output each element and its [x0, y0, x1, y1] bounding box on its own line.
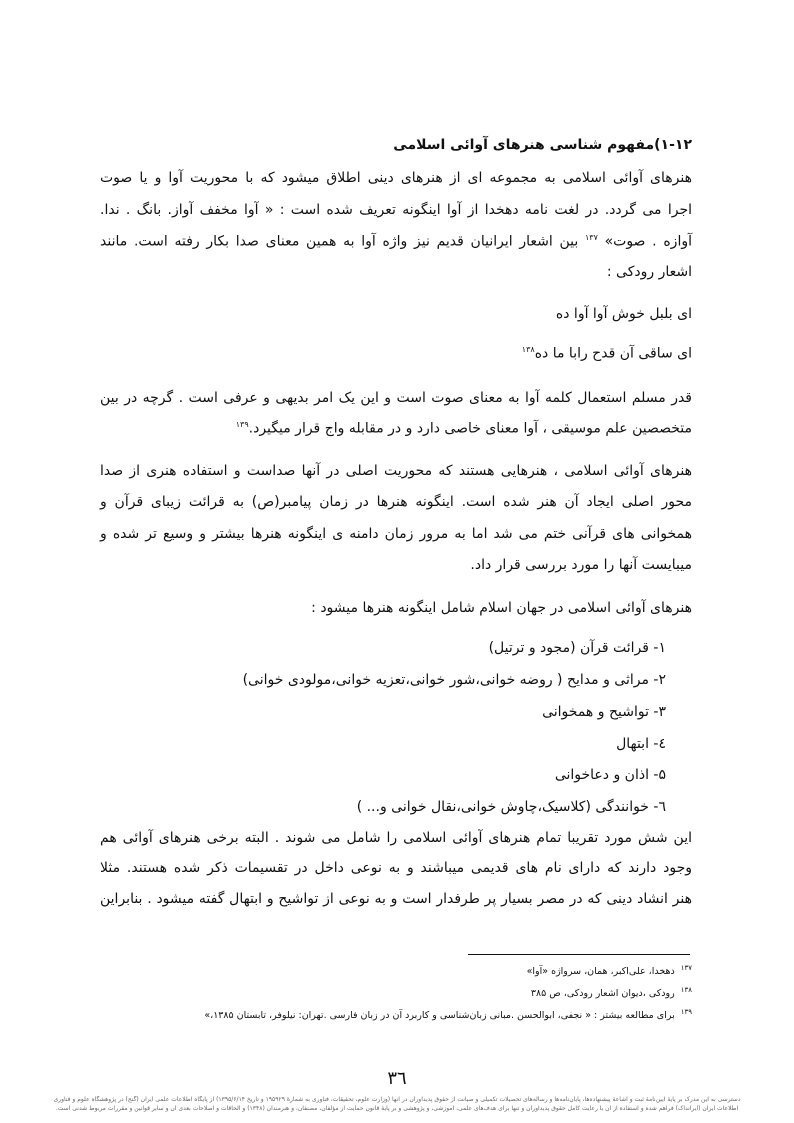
footnote-139 [100, 1008, 692, 1021]
paragraph-2-line-2 [100, 420, 692, 437]
paragraph-2-line-2-text: متخصصین علم موسیقی ، آوا معنای خاصی دارد و در مقابله واج قرار میگیرد. [248, 420, 692, 437]
footnote-ref-137[interactable]: ۱۳۷ [584, 233, 598, 242]
page-number: ۳٦ [387, 1068, 407, 1089]
paragraph-5-line-1: این شش مورد تقریبا تمام هنرهای آوائی اسلامی را شامل می شوند . البته برخی هنرهای آوائی هم [100, 830, 692, 846]
list-item-4: ٤- ابتهال [616, 736, 666, 752]
poem-line-2-text: ای ساقی آن قدح رابا ما ده [534, 345, 692, 362]
list-item-6: ٦- خوانندگی (کلاسیک،چاوش خوانی،نقال خوانی و... ) [356, 799, 666, 815]
paragraph-1-line-3-end: بین اشعار ایرانیان قدیم نیز واژه آوا به همین معنای صدا بکار رفته است. مانند [100, 233, 585, 250]
paragraph-1-line-2: اجرا می گردد. در لغت نامه دهخدا از آوا اینگونه تعریف شده است : « آوا مخفف آواز. بانگ . ندا. [100, 202, 692, 218]
paragraph-2-line-1: قدر مسلم استعمال کلمه آوا به معنای صوت است و این یک امر بدیهی و عرفی است . گرچه در بین [100, 390, 692, 406]
poem-line-1: ای بلبل خوش آوا آوا ده [555, 306, 692, 322]
paragraph-3-line-1: هنرهای آوائی اسلامی ، هنرهایی هستند که محوریت اصلی در آنها صداست و استفاده هنری از صدا [100, 463, 692, 479]
list-item-2: ۲- مراثی و مدایح ( روضه خوانی،شور خوانی،تعزیه خوانی،مولودی خوانی) [242, 672, 666, 688]
footnote-number: ۱۳۹ [680, 1008, 692, 1016]
paragraph-3-line-3: همخوانی های قرآنی ختم می شد اما به مرور زمان دامنه ی اینگونه هنرها بیشتر و وسیع تر شده و [100, 526, 692, 542]
section-heading: ۱-۱۲)مفهوم شناسی هنرهای آوائی اسلامی [393, 137, 692, 153]
footnote-ref-138[interactable]: ۱۳۸ [521, 345, 535, 354]
paragraph-1-line-3 [100, 233, 692, 250]
footnote-137 [100, 964, 692, 977]
list-item-3: ۳- تواشیح و همخوانی [542, 704, 666, 720]
poem-line-2 [100, 345, 692, 362]
paragraph-3-line-2: محور اصلی ایجاد آن هنر شده است. اینگونه هنرها در زمان پیامبر(ص) به قرائت زیبای قرآن و [100, 494, 692, 510]
footnote-number: ۱۳۸ [680, 986, 692, 994]
footnote-text: رودکی ،دیوان اشعار رودکی، ص ۳۸۵ [530, 988, 675, 1000]
list-item-1: ۱- قرائت قرآن (مجود و ترتیل) [488, 640, 666, 656]
footnote-number: ۱۳۷ [680, 964, 692, 972]
footnote-138 [100, 986, 692, 999]
paragraph-4: هنرهای آوائی اسلامی در جهان اسلام شامل اینگونه هنرها میشود : [311, 600, 692, 616]
footer-notice-line-1: دسترسی به این مدرک بر پایهٔ آیین‌نامهٔ ثبت و اشاعهٔ پیشنهاده‌ها، پایان‌نامه‌ها و رساله‌های تحصیلات تکمیلی و صیانت از حقوق پدیدآوران در آنها (وزارت علوم، تحقیقات، فناوری به شمارهٔ ۱۹۵۹۲۹ و تاریخ ۱۳۹۵/۶/۱۴) از پایگاه اطلاعات علمی ایران (گنج) در پژوهشگاه علوم و فناوری [53, 1096, 741, 1103]
footnote-text: دهخدا، علی‌اکبر، همان، سرواژه «آوا» [526, 966, 675, 978]
paragraph-3-line-4: میبایست آنها را مورد بررسی قرار داد. [470, 557, 692, 573]
footnote-text: برای مطالعه بیشتر : « نجفی، ابوالحسن .مبانی زبان‌شناسی و کاربرد آن در زبان فارسی .تهران: نیلوفر، تابستان ۱۳۸۵،» [204, 1010, 675, 1022]
list-item-5: ۵- اذان و دعاخوانی [554, 767, 666, 783]
paragraph-1-line-3-start: آوازه . صوت» [597, 233, 692, 250]
footnote-separator [468, 954, 690, 955]
paragraph-1-line-1: هنرهای آوائی اسلامی به مجموعه ای از هنرهای دینی اطلاق میشود که با محوریت آوا و یا صوت [100, 170, 692, 186]
footer-notice-line-2: اطلاعات ایران (ایرانداک) فراهم شده و استفاده از آن با رعایت کامل حقوق پدیدآوران و تنها برای هدف‌های علمی، آموزشی، و پژوهشی و بر پایهٔ قانون حمایت از مؤلفان، مصنفان، و هنرمندان (۱۳۴۸) و الحاقات و اصلاحات بعدی آن و سایر قوانین و مقررات مربوط شدنی است. [55, 1105, 739, 1112]
footnote-ref-139[interactable]: ۱۳۹ [235, 420, 249, 429]
paragraph-1-line-4: اشعار رودکی : [606, 264, 692, 280]
paragraph-5-line-2: وجود دارند که دارای نام های قدیمی میباشند و به نوعی داخل در تقسیمات ذکر شده هستند. مثلا [100, 860, 692, 876]
paragraph-5-line-3: هنر انشاد دینی که در مصر بسیار پر طرفدار است و به نوعی از تواشیح و ابتهال گفته میشود . بنابراین [100, 891, 692, 907]
